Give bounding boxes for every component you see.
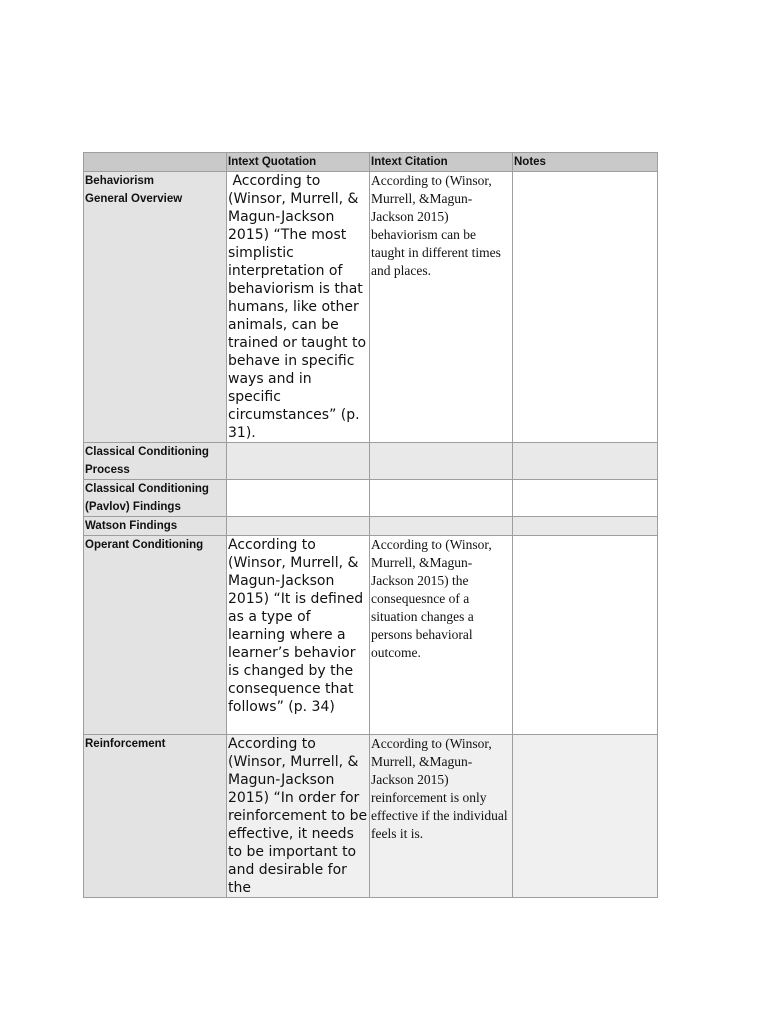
topic-line: Behaviorism: [85, 175, 155, 187]
table-row: [84, 735, 658, 898]
topic-cell: [84, 172, 227, 443]
notes-cell[interactable]: [513, 443, 658, 480]
quotation-cell[interactable]: According to (Winsor, Murrell, & Magun-Jackson 2015) “It is defined as a type of learning where a learner’s behavior is changed by the consequence that follows” (p. 34): [227, 536, 370, 735]
citation-cell[interactable]: According to (Winsor, Murrell, &Magun-Jackson 2015) reinforcement is only effective if the individual feels it is.: [370, 735, 513, 898]
quotation-cell[interactable]: [227, 517, 370, 536]
citation-cell[interactable]: [370, 480, 513, 517]
topic-line: Classical Conditioning: [85, 446, 209, 458]
topic-cell: [84, 480, 227, 517]
table-row: [84, 480, 658, 517]
quotation-cell[interactable]: According to (Winsor, Murrell, & Magun-Jackson 2015) “The most simplistic interpretation of behaviorism is that humans, like other animals, can be trained or taught to behave in specific ways and in specific circumstances” (p. 31).: [228, 173, 371, 441]
notes-table: [83, 152, 658, 898]
topic-line: (Pavlov) Findings: [85, 501, 181, 513]
topic-line: Process: [85, 464, 130, 476]
table-row: [84, 172, 658, 443]
header-topic: [84, 153, 227, 172]
table-row: [84, 536, 658, 735]
citation-cell[interactable]: [370, 443, 513, 480]
header-intext-citation: Intext Citation: [370, 153, 513, 172]
table-row: [84, 517, 658, 536]
topic-line: Watson Findings: [85, 520, 178, 532]
topic-line: General Overview: [85, 193, 183, 205]
notes-cell[interactable]: [513, 536, 658, 735]
topic-line: Classical Conditioning: [85, 483, 209, 495]
topic-cell: [84, 735, 227, 898]
table-header-row: [84, 153, 658, 172]
notes-cell[interactable]: [513, 172, 658, 443]
quotation-cell[interactable]: [227, 443, 370, 480]
citation-cell[interactable]: According to (Winsor, Murrell, &Magun-Jackson 2015) behaviorism can be taught in different times and places.: [370, 172, 513, 443]
table-row: [84, 443, 658, 480]
header-notes: Notes: [513, 153, 658, 172]
topic-line: Reinforcement: [85, 738, 166, 750]
topic-cell: [84, 443, 227, 480]
topic-line: Operant Conditioning: [85, 539, 204, 551]
topic-cell: [84, 517, 227, 536]
header-intext-quotation: Intext Quotation: [227, 153, 370, 172]
citation-cell[interactable]: [370, 517, 513, 536]
citation-cell[interactable]: According to (Winsor, Murrell, &Magun-Jackson 2015) the consequesnce of a situation changes a persons behavioral outcome.: [370, 536, 513, 735]
quotation-cell[interactable]: [227, 480, 370, 517]
quotation-cell[interactable]: According to (Winsor, Murrell, & Magun-Jackson 2015) “In order for reinforcement to be effective, it needs to be important to and desirable for the: [227, 735, 370, 898]
topic-cell: [84, 536, 227, 735]
notes-cell[interactable]: [513, 480, 658, 517]
notes-cell[interactable]: [513, 735, 658, 898]
notes-cell[interactable]: [513, 517, 658, 536]
